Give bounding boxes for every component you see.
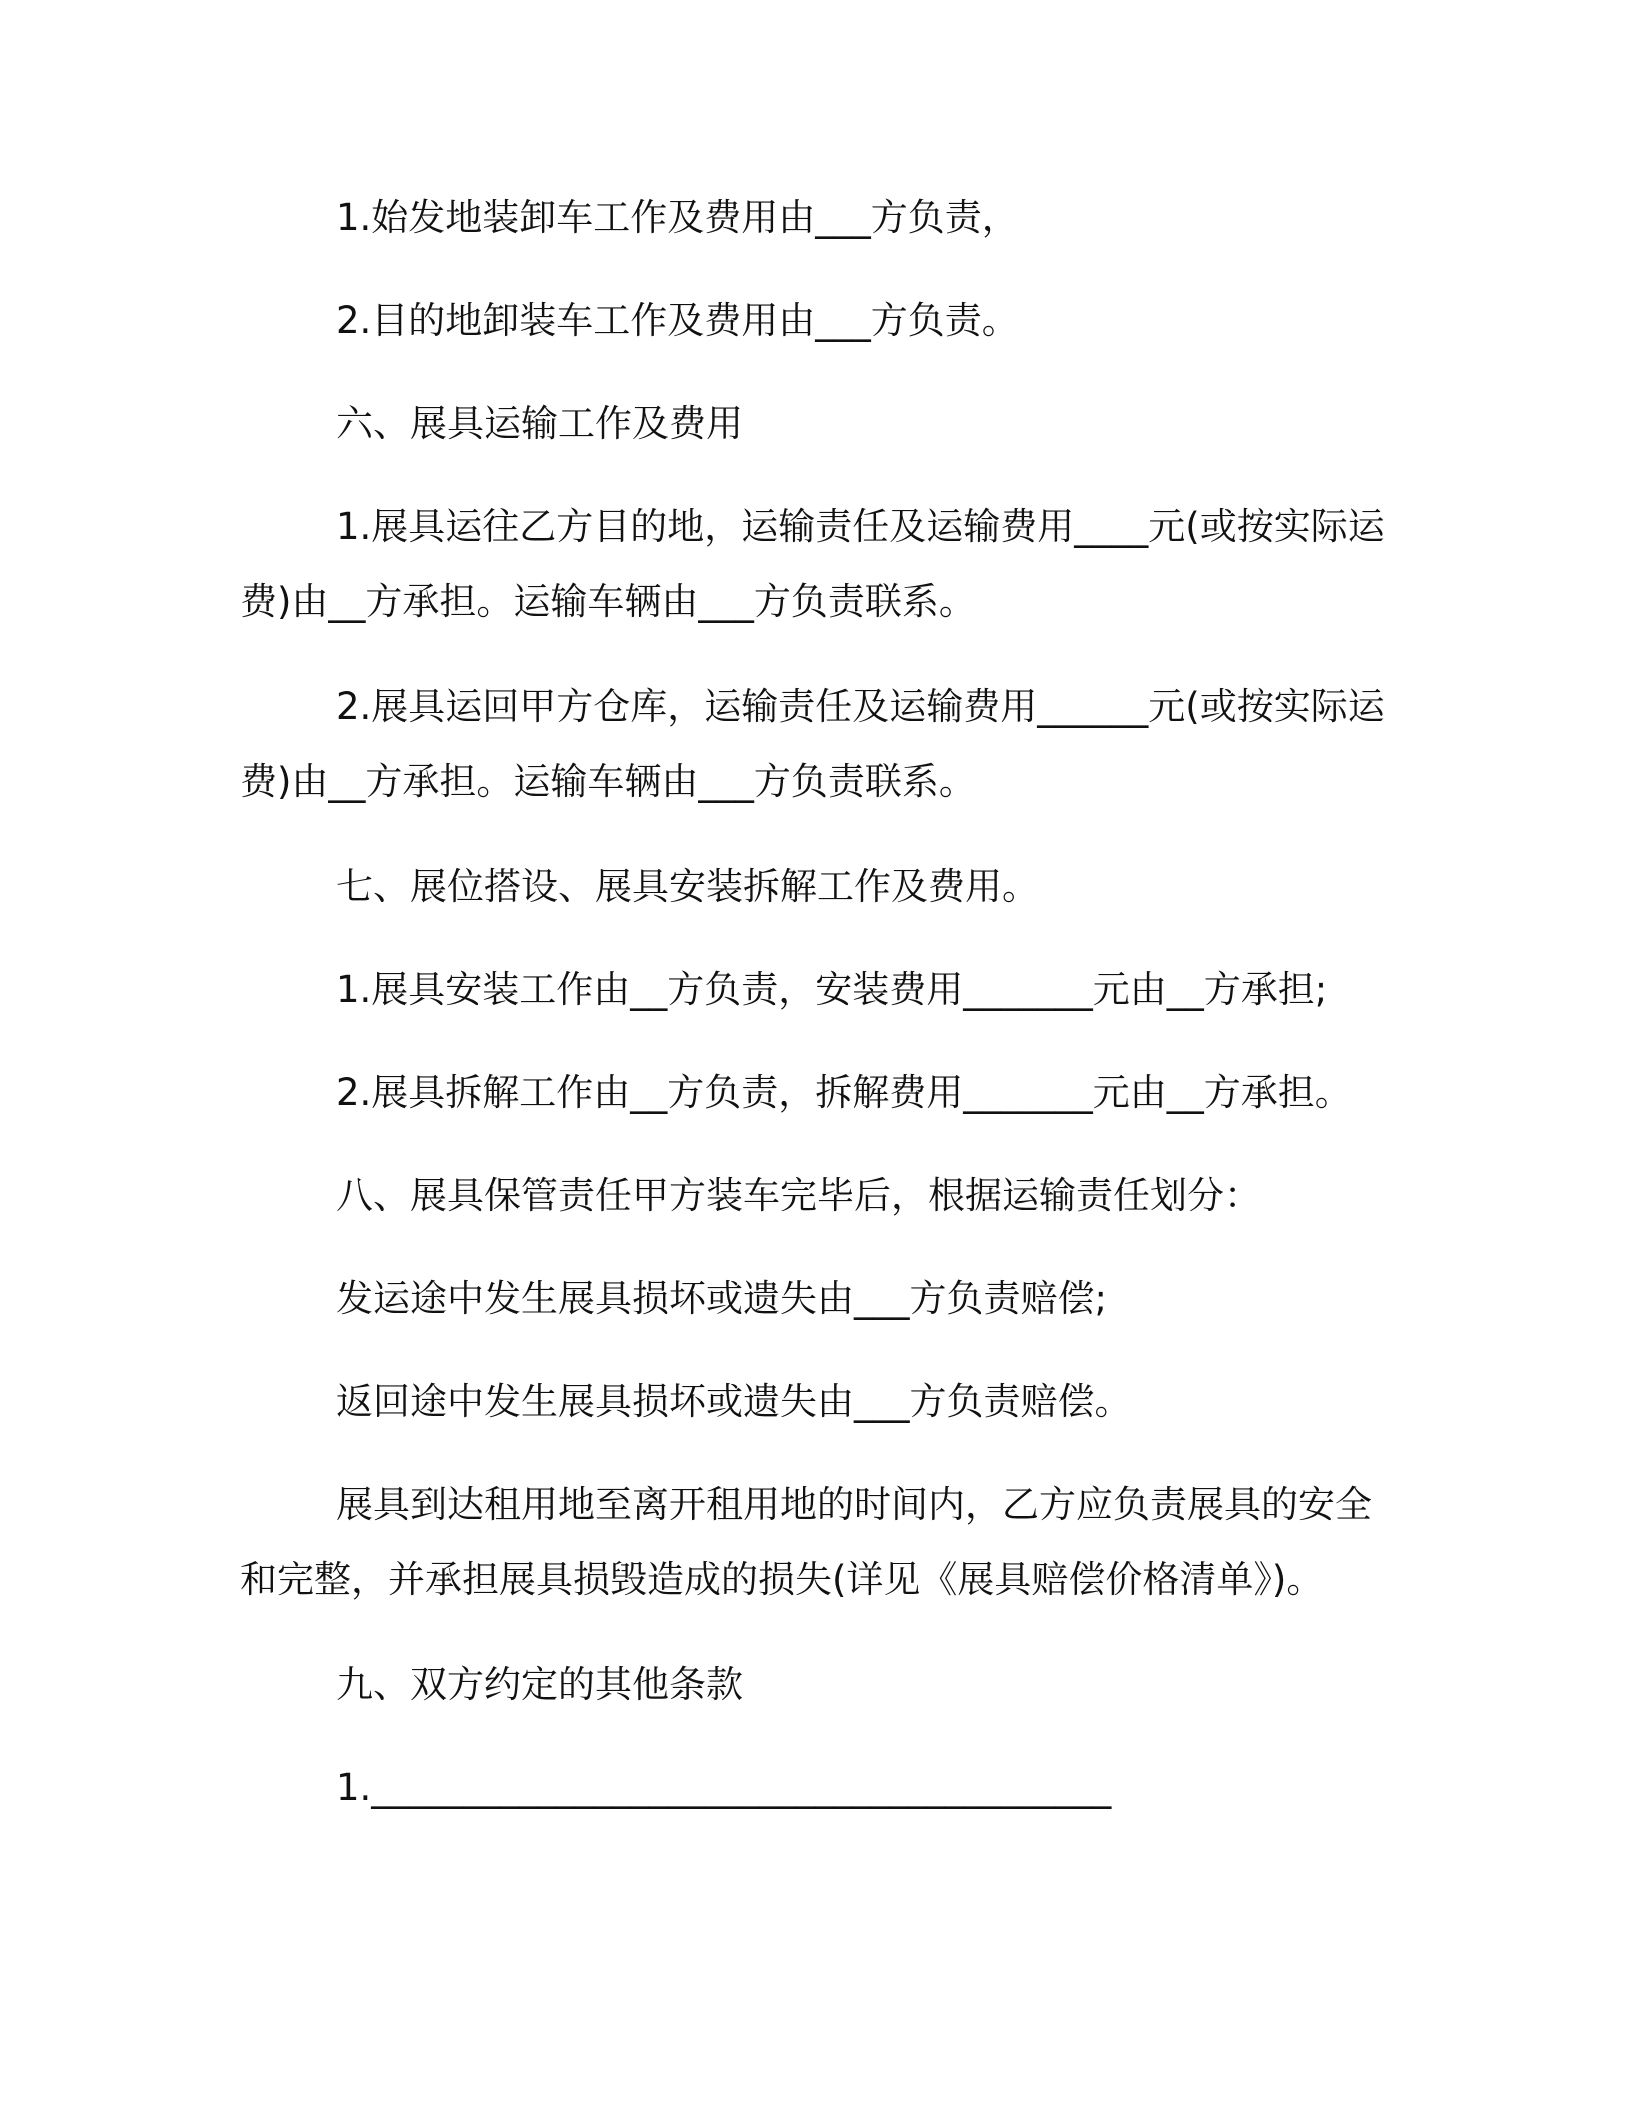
clause-7-item-2: 2.展具拆解工作由__方负责，拆解费用_______元由__方承担。 [336, 1071, 1352, 1114]
section-heading-8: 八、展具保管责任甲方装车完毕后，根据运输责任划分： [336, 1174, 1261, 1217]
clause-7-item-1: 1.展具安装工作由__方负责，安装费用_______元由__方承担; [336, 968, 1328, 1011]
section-heading-9: 九、双方约定的其他条款 [336, 1663, 743, 1706]
clause-8-return: 返回途中发生展具损坏或遗失由___方负责赔偿。 [336, 1380, 1132, 1423]
section-heading-6: 六、展具运输工作及费用 [336, 402, 743, 445]
clause-6-item-2: 2.展具运回甲方仓库，运输责任及运输费用______元(或按实际运费)由__方承担。运输车辆由___方负责联系。 [240, 685, 1385, 803]
clause-8-outbound: 发运途中发生展具损坏或遗失由___方负责赔偿; [336, 1277, 1107, 1320]
clause-5-item-1: 1.始发地装卸车工作及费用由___方负责， [336, 196, 1019, 239]
section-heading-7: 七、展位搭设、展具安装拆解工作及费用。 [336, 865, 1039, 908]
clause-6-item-1: 1.展具运往乙方目的地，运输责任及运输费用____元(或按实际运费)由__方承担。运输车辆由___方负责联系。 [240, 505, 1385, 623]
clause-8-custody: 展具到达租用地至离开租用地的时间内，乙方应负责展具的安全和完整，并承担展具损毁造成的损失(详见《展具赔偿价格清单》)。 [240, 1483, 1372, 1601]
clause-5-item-2: 2.目的地卸装车工作及费用由___方负责。 [336, 299, 1019, 342]
clause-9-item-1: 1.________________________________________ [336, 1766, 1112, 1809]
